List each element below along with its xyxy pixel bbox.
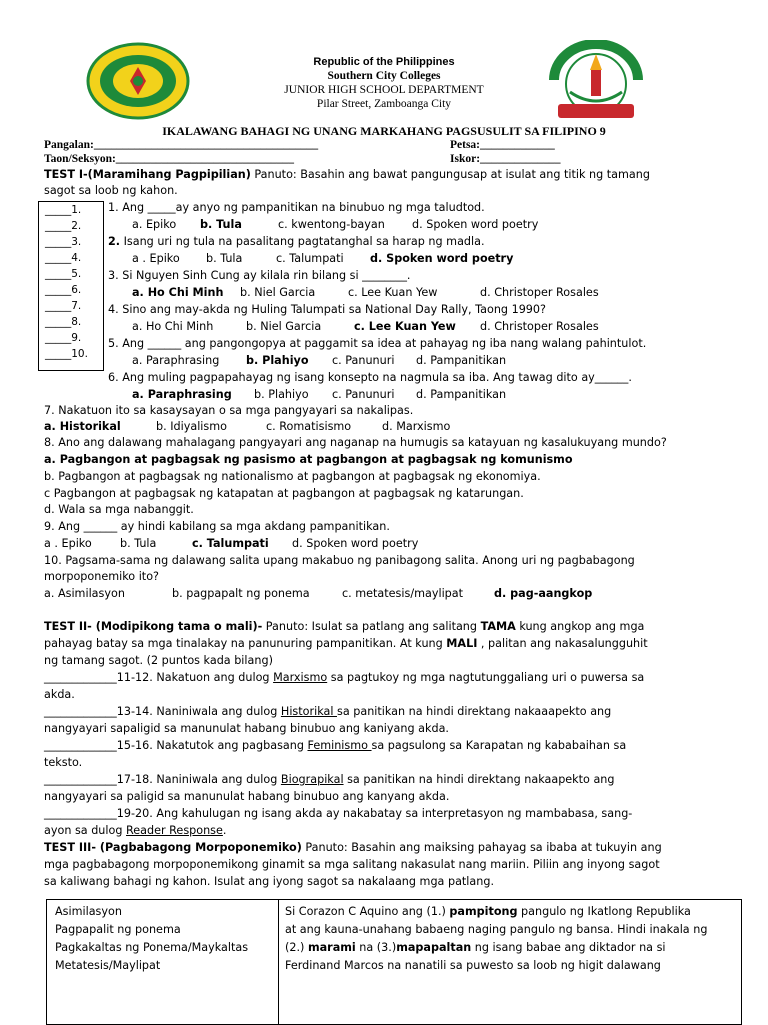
- q10-choice-d: d. pag-aangkop: [494, 587, 593, 600]
- passage-line-4: Ferdinand Marcos na nanatili sa puwesto sa loob ng higit dalawang: [285, 959, 661, 972]
- test3-instructions-cont2: sa kaliwang bahagi ng kahon. Isulat ang iyong sagot sa nakalaang mga patlang.: [44, 875, 495, 888]
- passage-line-3: (2.) marami na (3.)mapapaltan ng isang babae ang diktador na si: [285, 941, 666, 954]
- question-3: 3. Si Nguyen Sinh Cung ay kilala rin bilang si ________.: [108, 269, 411, 282]
- q3-choice-c: c. Lee Kuan Yew: [348, 286, 438, 299]
- score-field[interactable]: Iskor:______________: [450, 153, 561, 165]
- q2-choice-a: a . Epiko: [132, 252, 180, 265]
- test3-instructions: TEST III- (Pagbabagong Morpoponemiko) Panuto: Basahin ang maiksing pahayag sa ibaba at tukuyin ang: [44, 841, 662, 854]
- q1-choice-c: c. kwentong-bayan: [278, 218, 385, 231]
- q3-choice-d: d. Christoper Rosales: [480, 286, 599, 299]
- q7-choice-c: c. Romatisismo: [266, 420, 352, 433]
- q2-choice-d: d. Spoken word poetry: [370, 252, 514, 265]
- test2-instructions-points: ng tamang sagot. (2 puntos kada bilang): [44, 654, 273, 667]
- answer-line[interactable]: _____10.: [45, 348, 88, 360]
- q7-choice-d: d. Marxismo: [382, 420, 451, 433]
- header-school: Southern City Colleges: [327, 70, 441, 82]
- q2-choice-c: c. Talumpati: [276, 252, 344, 265]
- q5-choice-b: b. Plahiyo: [246, 354, 309, 367]
- item-19-20-cont: ayon sa dulog Reader Response.: [44, 824, 227, 837]
- q4-choice-a: a. Ho Chi Minh: [132, 320, 214, 333]
- item-15-16[interactable]: _____________15-16. Nakatutok ang pagbasang Feminismo sa pagsulong sa Karapatan ng kababaihan sa: [44, 739, 627, 752]
- q8-choice-d: d. Wala sa mga nabanggit.: [44, 503, 194, 516]
- q3-choice-b: b. Niel Garcia: [240, 286, 316, 299]
- q9-choice-c: c. Talumpati: [192, 537, 269, 550]
- item-11-12[interactable]: _____________11-12. Nakatuon ang dulog Marxismo sa pagtukoy ng mga nagtutunggaliang uri o puwersa sa: [44, 671, 645, 684]
- test1-instructions: TEST I-(Maramihang Pagpipilian) Panuto: Basahin ang bawat pangungusap at isulat ang titik ng tamang: [44, 168, 650, 181]
- test2-instructions-cont: pahayag batay sa mga tinalakay na panunuring pampanitikan. At kung MALI , palitan ang nakasalungguhit: [44, 637, 648, 650]
- q5-choice-a: a. Paraphrasing: [132, 354, 220, 367]
- table-divider: [278, 900, 279, 1024]
- header-department: JUNIOR HIGH SCHOOL DEPARTMENT: [284, 84, 484, 96]
- date-field[interactable]: Petsa:_____________: [450, 139, 555, 151]
- q9-choice-b: b. Tula: [120, 537, 157, 550]
- answer-line[interactable]: _____3.: [45, 236, 82, 248]
- q5-choice-c: c. Panunuri: [332, 354, 395, 367]
- item-19-20[interactable]: _____________19-20. Ang kahulugan ng isang akda ay nakabatay sa interpretasyon ng mambabasa, sang-: [44, 807, 633, 820]
- year-section-field[interactable]: Taon/Seksyon:_______________________________: [44, 153, 295, 165]
- item-15-16-cont: teksto.: [44, 756, 83, 769]
- question-4: 4. Sino ang may-akda ng Huling Talumpati sa National Day Rally, Taong 1990?: [108, 303, 546, 316]
- q1-choice-d: d. Spoken word poetry: [412, 218, 539, 231]
- q1-choice-a: a. Epiko: [132, 218, 177, 231]
- question-8: 8. Ano ang dalawang mahalagang pangyayari ang naganap na humugis sa katayuan ng kasalukuyang mundo?: [44, 436, 667, 449]
- item-17-18-cont: nangyayari sa paligid sa manunulat habang binubuo ang kanyang akda.: [44, 790, 450, 803]
- question-10: 10. Pagsama-sama ng dalawang salita upang makabuo ng panibagong salita. Anong uri ng pagbabagong: [44, 554, 635, 567]
- q8-choice-c: c Pagbangon at pagbagsak ng katapatan at pagbangon at pagbagsak ng katarungan.: [44, 487, 524, 500]
- header-republic: Republic of the Philippines: [313, 56, 455, 68]
- q7-choice-b: b. Idiyalismo: [156, 420, 227, 433]
- item-13-14[interactable]: _____________13-14. Naniniwala ang dulog Historikal sa panitikan na hindi direktang nakaaapekto ang: [44, 705, 612, 718]
- answer-line[interactable]: _____6.: [45, 284, 82, 296]
- q6-choice-b: b. Plahiyo: [254, 388, 309, 401]
- q9-choice-d: d. Spoken word poetry: [292, 537, 419, 550]
- test2-instructions: TEST II- (Modipikong tama o mali)- Panuto: Isulat sa patlang ang salitang TAMA kung angkop ang mga: [44, 620, 645, 633]
- answer-line[interactable]: _____5.: [45, 268, 82, 280]
- item-11-12-cont: akda.: [44, 688, 75, 701]
- question-9: 9. Ang ______ ay hindi kabilang sa mga akdang pampanitikan.: [44, 520, 390, 533]
- q4-choice-c: c. Lee Kuan Yew: [354, 320, 456, 333]
- answer-box: [38, 201, 104, 371]
- test3-instructions-cont: mga pagbabagong morpoponemikong ginamit sa mga salitang nakasulat nang mariin. Piliin ang inyong sagot: [44, 858, 660, 871]
- q7-choice-a: a. Historikal: [44, 420, 121, 433]
- q3-choice-a: a. Ho Chi Minh: [132, 286, 224, 299]
- q2-choice-b: b. Tula: [206, 252, 243, 265]
- choice-asimilasyon: Asimilasyon: [55, 905, 122, 918]
- q10-choice-a: a. Asimilasyon: [44, 587, 125, 600]
- q5-choice-d: d. Pampanitikan: [416, 354, 507, 367]
- name-field[interactable]: Pangalan:_______________________________________: [44, 139, 319, 151]
- passage-line-2: at ang kauna-unahang babaeng naging pangulo ng bansa. Hindi inakala ng: [285, 923, 708, 936]
- q6-choice-c: c. Panunuri: [332, 388, 395, 401]
- item-17-18[interactable]: _____________17-18. Naniniwala ang dulog Biograpikal sa panitikan na hindi direktang nakaapekto ang: [44, 773, 615, 786]
- q8-choice-b: b. Pagbangon at pagbagsak ng nationalismo at pagbangon at pagbagsak ng ekonomiya.: [44, 470, 541, 483]
- q4-choice-b: b. Niel Garcia: [246, 320, 322, 333]
- exam-title: IKALAWANG BAHAGI NG UNANG MARKAHANG PAGSUSULIT SA FILIPINO 9: [162, 124, 606, 138]
- question-7: 7. Nakatuon ito sa kasaysayan o sa mga pangyayari sa nakalipas.: [44, 404, 414, 417]
- answer-line[interactable]: _____2.: [45, 220, 82, 232]
- q6-choice-d: d. Pampanitikan: [416, 388, 507, 401]
- passage-line-1: Si Corazon C Aquino ang (1.) pampitong pangulo ng Ikatlong Republika: [285, 905, 691, 918]
- q4-choice-d: d. Christoper Rosales: [480, 320, 599, 333]
- q10-choice-c: c. metatesis/maylipat: [342, 587, 464, 600]
- choice-pagkakaltas: Pagkakaltas ng Ponema/Maykaltas: [55, 941, 249, 954]
- test3-table: [46, 899, 742, 1025]
- answer-line[interactable]: _____8.: [45, 316, 82, 328]
- choice-pagpapalit: Pagpapalit ng ponema: [55, 923, 181, 936]
- question-6: 6. Ang muling pagpapahayag ng isang konsepto na nagmula sa iba. Ang tawag dito ay______.: [108, 371, 632, 384]
- question-1: 1. Ang _____ay anyo ng pampanitikan na binubuo ng mga taludtod.: [108, 201, 485, 214]
- question-2: 2. Isang uri ng tula na pasalitang pagtatanghal sa harap ng madla.: [108, 235, 485, 248]
- header-address: Pilar Street, Zamboanga City: [316, 98, 452, 110]
- test1-instructions-cont: sagot sa loob ng kahon.: [44, 184, 178, 197]
- q6-choice-a: a. Paraphrasing: [132, 388, 232, 401]
- answer-line[interactable]: _____7.: [45, 300, 82, 312]
- question-10-cont: morpoponemiko ito?: [44, 570, 159, 583]
- q10-choice-b: b. pagpapalt ng ponema: [172, 587, 310, 600]
- choice-metatesis: Metatesis/Maylipat: [55, 959, 161, 972]
- q1-choice-b: b. Tula: [200, 218, 242, 231]
- answer-line[interactable]: _____9.: [45, 332, 82, 344]
- q9-choice-a: a . Epiko: [44, 537, 92, 550]
- answer-line[interactable]: _____4.: [45, 252, 82, 264]
- q8-choice-a: a. Pagbangon at pagbagsak ng pasismo at pagbangon at pagbagsak ng komunismo: [44, 453, 573, 466]
- question-5: 5. Ang ______ ang pangongopya at paggamit sa idea at pahayag ng iba nang walang pahintulot.: [108, 337, 647, 350]
- item-13-14-cont: nangyayari sapaligid sa manunulat habang binubuo ang kaniyang akda.: [44, 722, 449, 735]
- answer-line[interactable]: _____1.: [45, 204, 82, 216]
